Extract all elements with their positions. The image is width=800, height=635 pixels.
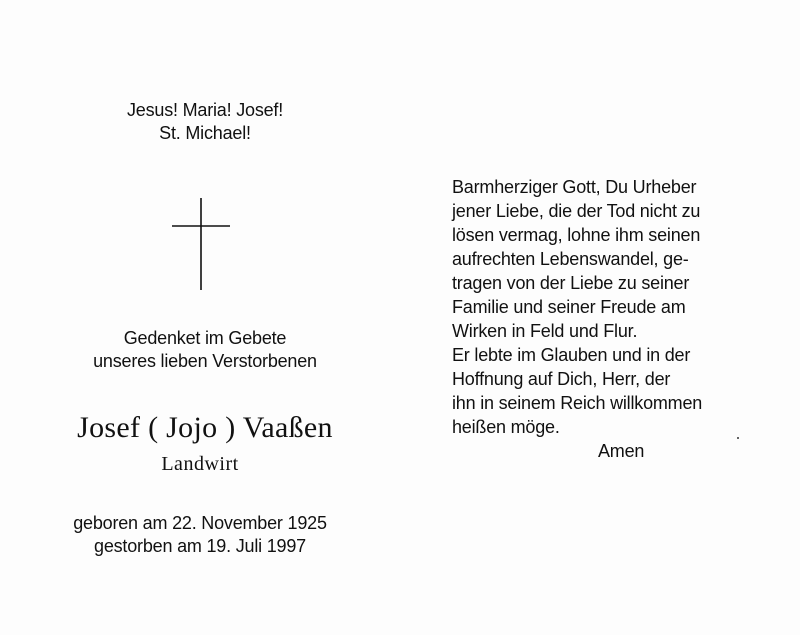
deceased-name: Josef ( Jojo ) Vaaßen [77, 411, 333, 444]
closing-amen: Amen [598, 441, 645, 461]
death-date: gestorben am 19. Juli 1997 [94, 536, 306, 556]
life-dates [0, 512, 400, 558]
prayer-line: lösen vermag, lohne ihm seinen [452, 225, 701, 245]
prayer-line: Er lebte im Glauben und in der [452, 345, 691, 365]
prayer-line: ihn in seinem Reich willkommen [452, 393, 703, 413]
invocation [0, 99, 410, 145]
prayer-line: Wirken in Feld und Flur. [452, 321, 638, 341]
prayer-line: Hoffnung auf Dich, Herr, der [452, 369, 671, 389]
invocation-line: St. Michael! [159, 123, 251, 143]
deceased-occupation: Landwirt [161, 453, 239, 475]
commemoration-line: Gedenket im Gebete [123, 328, 287, 348]
commemoration-line: unseres lieben Verstorbenen [93, 351, 317, 371]
latin-cross-icon [172, 198, 232, 290]
prayer-text [452, 175, 782, 439]
commemoration [0, 327, 410, 373]
invocation-line: Jesus! Maria! Josef! [126, 100, 284, 120]
prayer-line: aufrechten Lebenswandel, ge- [452, 249, 689, 269]
prayer-line: tragen von der Liebe zu seiner [452, 273, 690, 293]
print-speck [737, 437, 739, 439]
prayer-line: heißen möge. [452, 417, 560, 437]
prayer-line: Familie und seiner Freude am [452, 297, 686, 317]
birth-date: geboren am 22. November 1925 [73, 513, 327, 533]
prayer-line: jener Liebe, die der Tod nicht zu [452, 201, 701, 221]
prayer-line: Barmherziger Gott, Du Urheber [452, 177, 697, 197]
